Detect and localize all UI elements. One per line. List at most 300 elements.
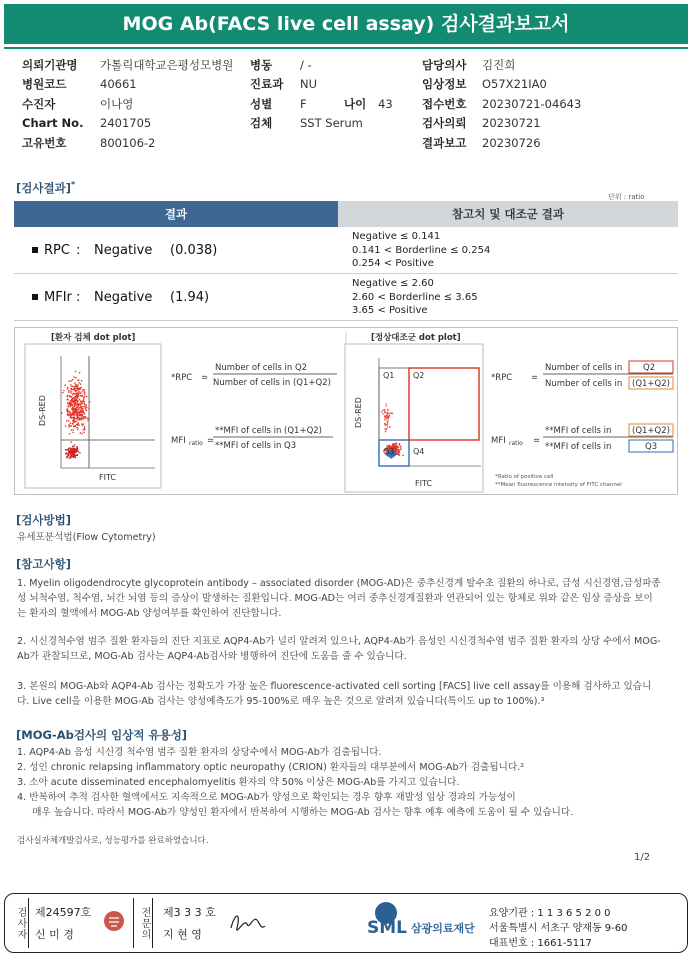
rpc-numerator: Number of cells in Q2 (215, 363, 308, 373)
dot (77, 429, 79, 431)
dot (74, 420, 76, 422)
value-ward: / - (300, 57, 312, 72)
control-y-label: DS-RED (354, 397, 363, 428)
result-sep: : (76, 242, 81, 258)
dot (81, 391, 83, 393)
mfi-label-control: MFI (491, 436, 506, 446)
value-receipt-no: 20230721-04643 (482, 96, 582, 111)
dot (382, 413, 384, 415)
dot (65, 384, 67, 386)
reference-line: Negative ≤ 0.141 (352, 231, 441, 242)
dot (76, 454, 78, 456)
dot (73, 415, 75, 417)
dot (77, 386, 79, 388)
label-age: 나이 (344, 96, 367, 111)
dot (71, 454, 73, 456)
dot (73, 400, 75, 402)
dot (70, 391, 72, 393)
dot (74, 404, 76, 406)
dot (85, 404, 87, 406)
dot (85, 417, 87, 419)
dot (81, 433, 83, 435)
dot (387, 410, 389, 412)
mfi-sub: ratio (189, 440, 203, 447)
dot (66, 457, 68, 459)
value-unique-no: 800106-2 (100, 135, 156, 150)
dot (85, 416, 87, 418)
reference-line: 0.254 < Positive (352, 258, 434, 269)
dot (75, 377, 77, 379)
label-chart-no: Chart No. (22, 116, 84, 131)
dot (77, 401, 79, 403)
value-hospital: 가톨릭대학교은평성모병원 (100, 57, 234, 72)
dot (71, 389, 73, 391)
rpc-denominator: Number of cells in (Q1+Q2) (213, 378, 331, 388)
dot (77, 409, 79, 411)
dot (73, 457, 75, 459)
dot (77, 384, 79, 386)
dot (78, 412, 80, 414)
examiner-name: 신 미 경 (35, 928, 74, 941)
dot (69, 453, 71, 455)
dot (387, 416, 389, 418)
dot (398, 443, 400, 445)
dot (71, 456, 73, 458)
dot (80, 432, 82, 434)
value-request-date: 20230721 (482, 116, 541, 131)
patient-y-label: DS-RED (38, 395, 47, 426)
clinical-title: [MOG-Ab검사의 임상적 유용성] (16, 728, 188, 742)
table-row-mfir (14, 274, 678, 321)
dot (389, 415, 391, 417)
dot (65, 425, 67, 427)
dot (72, 432, 74, 434)
dot (76, 404, 78, 406)
dot (69, 403, 71, 405)
dot (78, 382, 80, 384)
dot (76, 412, 78, 414)
rpc-label-control: *RPC (491, 373, 513, 383)
dot-plot-svg (15, 328, 677, 494)
dot (389, 426, 391, 428)
dot (387, 426, 389, 428)
dot (82, 406, 84, 408)
dot (71, 408, 73, 410)
dot (87, 420, 89, 422)
control-x-label: FITC (415, 479, 432, 488)
mfi-den-box: Q3 (645, 442, 658, 452)
patient-x-label: FITC (99, 473, 116, 482)
address: 서울특별시 서초구 양재동 9-60 (489, 923, 628, 934)
dot (69, 411, 71, 413)
dot (73, 397, 75, 399)
dot (70, 384, 72, 386)
dot (395, 449, 397, 451)
dot (74, 409, 76, 411)
value-chart-no: 2401705 (100, 116, 152, 131)
value-patient: 이나영 (100, 96, 134, 111)
dot (68, 448, 70, 450)
approver-license: 제3 3 3 호 (163, 906, 216, 919)
dot (78, 415, 80, 417)
result-status: Negative (94, 289, 153, 305)
dot (69, 402, 71, 404)
dot (79, 452, 81, 454)
dot (70, 400, 72, 402)
dot (69, 433, 71, 435)
dot (381, 411, 383, 413)
dot (75, 426, 77, 428)
dot (76, 390, 78, 392)
quadrant-label-q2: Q2 (413, 371, 425, 380)
dot (67, 403, 69, 405)
dot (77, 424, 79, 426)
dot (387, 420, 389, 422)
phone: 대표번호 : 1661-5117 (489, 938, 592, 949)
dot (69, 457, 71, 459)
dot (79, 399, 81, 401)
dot (75, 393, 77, 395)
dot (76, 414, 78, 416)
reference-paragraph-1: 1. Myelin oligodendrocyte glycoprotein antibody – associated disorder (MOG-AD)은 중추신경계 탈수초 질환의 하나로, 급성 시신경염,급성파종성 뇌척수염, 척수염, 뇌간 뇌염 등의 증상이 발생하는 질환입니다. MOG-AD는 여러 중추신경계질환과 연관되어 있는 항체로 위와 같은 임상 증상을 보이는 환자의 혈액에서 MOG-Ab 양성여부를 확인하여 진단합니다. (17, 578, 661, 619)
dot (393, 445, 395, 447)
quadrant-label-q1: Q1 (383, 371, 395, 380)
dot (385, 403, 387, 405)
dot (62, 392, 64, 394)
label-ward: 병동 (250, 57, 273, 72)
dot (87, 418, 89, 420)
dot (88, 407, 90, 409)
dot (73, 376, 75, 378)
dot (80, 404, 82, 406)
clinical-item: 2. 성인 chronic relapsing inflammatory optic neuropathy (CRION) 환자들의 대부분에서 MOG-Ab가 검출됩니다.² (17, 762, 525, 773)
dot (78, 389, 80, 391)
label-report-date: 결과보고 (422, 135, 467, 150)
quadrant-label-q3: Q3 (383, 447, 395, 456)
dot (67, 408, 69, 410)
dot (74, 450, 76, 452)
dot (84, 394, 86, 396)
footnote-mfi: **Mean fluorescence intensity of FITC channel (495, 482, 622, 488)
svg-text:=: = (531, 373, 539, 383)
clinical-list (17, 745, 662, 820)
dot (73, 452, 75, 454)
dot (63, 390, 65, 392)
page-number: 1/2 (634, 852, 651, 863)
dot (81, 408, 83, 410)
label-hospital: 의뢰기관명 (22, 57, 78, 72)
dot (84, 390, 86, 392)
mfi-numerator: **MFI of cells in (Q1+Q2) (215, 426, 322, 436)
dot (75, 450, 77, 452)
result-name: MFIr (44, 289, 72, 305)
dot (80, 395, 82, 397)
dot (85, 408, 87, 410)
bullet-icon (32, 294, 38, 300)
dot (67, 388, 69, 390)
seal-stamp-icon (103, 910, 125, 932)
dot (395, 453, 397, 455)
dot (68, 391, 70, 393)
dot (400, 449, 402, 451)
org-name: 삼광의료재단 (411, 922, 475, 935)
dot (80, 383, 82, 385)
dot (384, 419, 386, 421)
dot (385, 416, 387, 418)
dot (70, 414, 72, 416)
dot (69, 450, 71, 452)
mfi-denominator: **MFI of cells in Q3 (215, 441, 297, 451)
dot (67, 395, 69, 397)
method-title: [검사방법] (16, 513, 71, 527)
patient-plot-title: [환자 검체 dot plot] (51, 333, 136, 343)
validation-note: 검사실자체개발검사로, 성능평가를 완료하였습니다. (17, 836, 209, 846)
dot (69, 396, 71, 398)
dot (79, 372, 81, 374)
dot (76, 447, 78, 449)
dot (70, 441, 72, 443)
reference-line: 2.60 < Borderline ≤ 3.65 (352, 291, 478, 303)
dot (67, 412, 69, 414)
svg-text:=: = (207, 436, 215, 446)
header-divider (4, 47, 688, 49)
reference-paragraph-2: 2. 시신경척수염 범주 질환 환자들의 진단 지표로 AQP4-Ab가 널리 알려져 있으나, AQP4-Ab가 음성인 시신경척수염 범주 질환 환자의 상당 수에서 MOG-Ab가 관찰되므로, MOG-Ab 검사는 AQP4-Ab검사와 병행하여 진단에 도움을 줄 수 있습니다. (17, 636, 661, 662)
rpc-label: *RPC (171, 373, 193, 383)
rpc-num-prefix: Number of cells in (545, 363, 623, 373)
dot (73, 402, 75, 404)
dot (82, 401, 84, 403)
control-plot-title: [정상대조군 dot plot] (371, 333, 461, 343)
dot (67, 387, 69, 389)
dot (390, 457, 392, 459)
dot (68, 414, 70, 416)
reference-paragraph-3: 3. 본원의 MOG-Ab와 AQP4-Ab 검사는 정확도가 가장 높은 fluorescence-activated cell sorting [FACS] live cell assay를 이용해 검사하고 있습니다. Live cell을 이용한 MOG-Ab 검사는 양성예측도가 95-100%로 매우 높은 것으로 알려져 있습니다(특이도 up to 100%).³ (17, 681, 652, 707)
examiner-license: 제24597호 (35, 906, 92, 919)
dot (73, 388, 75, 390)
label-sex: 성별 (250, 96, 273, 111)
dot (79, 417, 81, 419)
label-request-date: 검사의뢰 (422, 116, 467, 131)
dot (76, 427, 78, 429)
dot (78, 391, 80, 393)
dot (77, 395, 79, 397)
dot (68, 420, 70, 422)
value-hospital-code: 40661 (100, 77, 137, 92)
svg-text:=: = (533, 436, 541, 446)
dot (74, 383, 76, 385)
dot (72, 394, 74, 396)
dot (385, 405, 387, 407)
footnote-ratio: *Ratio of positive cell (495, 474, 554, 480)
reference-line: 3.65 < Positive (352, 305, 428, 316)
dot (70, 416, 72, 418)
dot (396, 451, 398, 453)
dot (86, 396, 88, 398)
dot (81, 403, 83, 405)
value-age: 43 (378, 96, 393, 111)
clinical-item: 매우 높습니다. 따라서 MOG-Ab가 양성인 환자에서 반복하여 시행하는 MOG-Ab 검사는 향후 예후 예측에 도움이 될 수 있습니다. (17, 807, 574, 818)
dot (83, 429, 85, 431)
dot (78, 405, 80, 407)
dot (74, 408, 76, 410)
dot (84, 428, 86, 430)
dot (70, 392, 72, 394)
dot (84, 401, 86, 403)
clinical-item: 1. AQP4-Ab 음성 시신경 척수염 범주 질환 환자의 상당수에서 MOG-Ab가 검출됩니다. (17, 747, 382, 758)
dot (68, 390, 70, 392)
quadrant-label-q4: Q4 (413, 447, 425, 456)
dot (81, 418, 83, 420)
bullet-icon (32, 247, 38, 253)
dot (398, 449, 400, 451)
mfi-label: MFI (171, 436, 186, 446)
dot (74, 396, 76, 398)
dot (67, 399, 69, 401)
dot (73, 418, 75, 420)
dot (70, 422, 72, 424)
dot (83, 396, 85, 398)
unit-label: 단위 : ratio (608, 193, 645, 201)
dot (81, 401, 83, 403)
result-status: Negative (94, 242, 153, 258)
label-clinical-info: 임상정보 (422, 77, 467, 92)
dot (81, 395, 83, 397)
dot (384, 428, 386, 430)
dot (83, 432, 85, 434)
dot (71, 425, 73, 427)
dot (81, 380, 83, 382)
col-header-result: 결과 (14, 201, 338, 227)
mfi-num-box: (Q1+Q2) (632, 426, 670, 436)
result-name: RPC (44, 242, 70, 258)
dot (71, 429, 73, 431)
value-sex: F (300, 96, 307, 111)
dot (70, 448, 72, 450)
dot (74, 390, 76, 392)
dot (83, 398, 85, 400)
value-department: NU (300, 77, 318, 92)
dot (66, 420, 68, 422)
dot (79, 419, 81, 421)
footer-signature-box (4, 893, 688, 953)
patient-info-col2 (250, 55, 393, 133)
dot (70, 388, 72, 390)
dot (78, 407, 80, 409)
dot (73, 393, 75, 395)
dot (385, 425, 387, 427)
reference-line: 0.141 < Borderline ≤ 0.254 (352, 244, 491, 256)
dot (72, 386, 74, 388)
dot (397, 452, 399, 454)
dot (396, 447, 398, 449)
label-receipt-no: 접수번호 (422, 96, 467, 111)
mfi-sub-control: ratio (509, 440, 523, 447)
dot (402, 455, 404, 457)
dot (82, 414, 84, 416)
label-doctor: 담당의사 (422, 57, 467, 72)
dot (73, 411, 75, 413)
dot (73, 421, 75, 423)
dot (65, 449, 67, 451)
dot (84, 413, 86, 415)
dot (77, 423, 79, 425)
col-header-reference: 참고치 및 대조군 결과 (338, 201, 678, 227)
dot (83, 416, 85, 418)
dot (68, 406, 70, 408)
reference-line: Negative ≤ 2.60 (352, 278, 434, 289)
dot (70, 403, 72, 405)
dot (84, 406, 86, 408)
label-patient: 수진자 (22, 96, 56, 111)
dot (73, 448, 75, 450)
clinical-item: 4. 반복하여 추적 검사한 혈액에서도 지속적으로 MOG-Ab가 양성으로 확인되는 경우 향후 재발성 임상 경과의 가능성이 (17, 792, 516, 803)
value-doctor: 김진희 (482, 57, 516, 72)
result-value: (0.038) (170, 242, 218, 258)
dot (386, 428, 388, 430)
dot (385, 431, 387, 433)
dot (84, 392, 86, 394)
dot (71, 450, 73, 452)
table-row-rpc (14, 227, 678, 274)
report-header: MOG Ab(FACS live cell assay) 검사결과보고서 (4, 4, 688, 44)
dot (384, 423, 386, 425)
dot (392, 413, 394, 415)
dot (76, 407, 78, 409)
approver-label: 전문의 (133, 898, 153, 948)
label-department: 진료과 (250, 77, 284, 92)
reference-title: [참고사항] (16, 557, 71, 571)
signature-icon (227, 908, 267, 938)
dot (74, 405, 76, 407)
dot (83, 403, 85, 405)
dot (387, 423, 389, 425)
method-text: 유세포분석법(Flow Cytometry) (17, 532, 156, 543)
dot (61, 412, 63, 414)
dot (392, 456, 394, 458)
dot (68, 455, 70, 457)
dot (72, 379, 74, 381)
dot (399, 445, 401, 447)
dot (382, 409, 384, 411)
dot (396, 446, 398, 448)
dot (77, 416, 79, 418)
dot (74, 386, 76, 388)
dot (384, 411, 386, 413)
dot (74, 444, 76, 446)
result-sep: : (76, 289, 81, 305)
dot (388, 412, 390, 414)
mfi-num-prefix: **MFI of cells in (545, 426, 612, 436)
dot (73, 416, 75, 418)
value-clinical-info: O57X21IA0 (482, 77, 547, 92)
care-code: 요양기관 : 1 1 3 6 5 2 0 0 (489, 908, 611, 919)
approver-name: 지 현 영 (163, 928, 202, 941)
dot (398, 447, 400, 449)
dot (74, 399, 76, 401)
dot (71, 380, 73, 382)
dot (76, 396, 78, 398)
examiner-label: 검사자 (9, 898, 29, 948)
svg-text:=: = (201, 373, 209, 383)
results-title: [검사결과]* (16, 180, 76, 195)
dot (74, 421, 76, 423)
dot (86, 407, 88, 409)
label-unique-no: 고유번호 (22, 135, 67, 150)
rpc-den-prefix: Number of cells in (545, 379, 623, 389)
dot (396, 449, 398, 451)
dot (76, 387, 78, 389)
dot (81, 423, 83, 425)
